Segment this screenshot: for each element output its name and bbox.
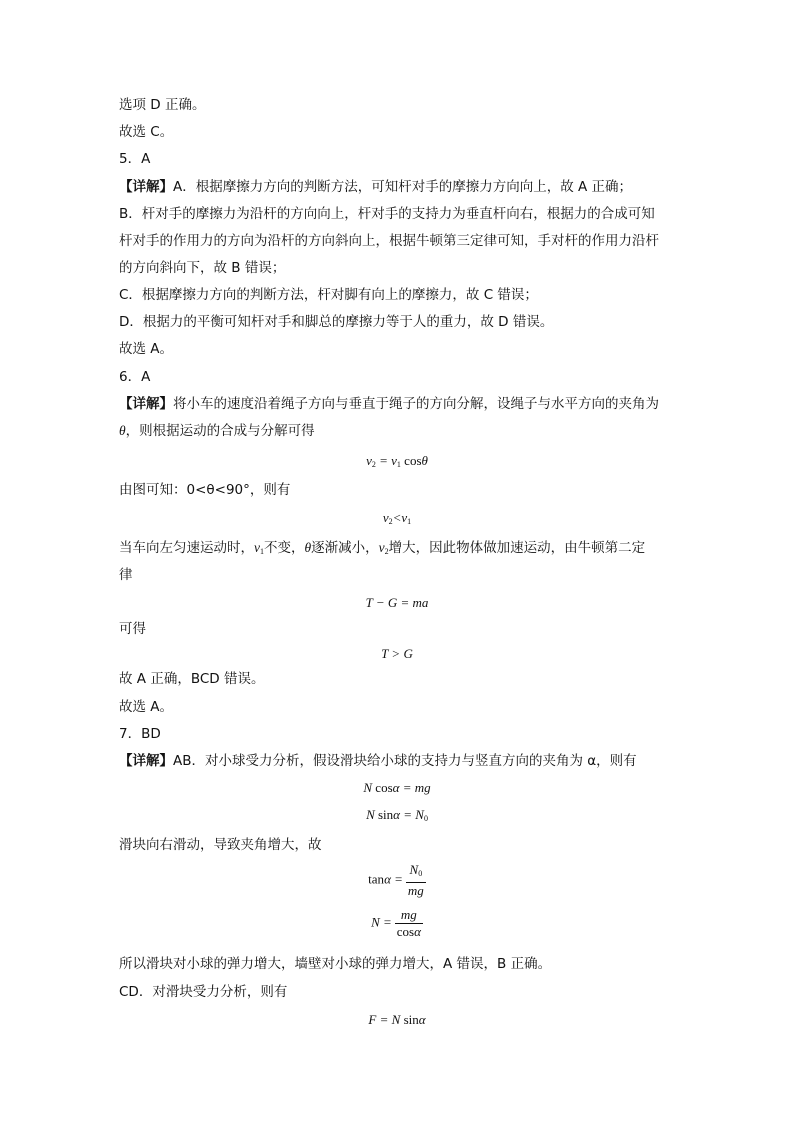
text-line: 滑块向右滑动，导致夹角增大，故 [119,837,322,853]
formula-v2-less-v1: $v_2<v_1$ [382,510,412,526]
v2-symbol: $v_2$ [378,540,389,556]
formula-n-equals: N = $\frac{mg}{\cos\alpha}$ [371,907,421,939]
text-line: 故选 C。 [119,124,174,140]
formula-f-equals: F = N sinα [368,1012,426,1027]
text-line: 所以滑块对小球的弹力增大，墙壁对小球的弹力增大，A 错误，B 正确。 [119,956,552,972]
text-line: 选项 D 正确。 [119,97,206,113]
text-span: 将小车的速度沿着绳子方向与垂直于绳子的方向分解，设绳子与水平方向的夹角为 [173,396,659,412]
theta-symbol: θ [304,540,312,555]
text-span: ，则根据运动的合成与分解可得 [125,423,315,439]
formula-v2-v1-cos: $v_2 = v_1$ cosθ [366,453,428,469]
formula-t-greater-g: T > G [381,646,413,661]
detail-tag: 【详解】 [119,179,173,195]
text-line: 故 A 正确，BCD 错误。 [119,671,265,687]
text-line: B．杆对手的摩擦力为沿杆的方向向上，杆对手的支持力为垂直杆向右，根据力的合成可知 [119,206,655,222]
text-span: A．根据摩擦力方向的判断方法，可知杆对手的摩擦力方向向上，故 A 正确； [173,179,633,195]
text-line: 的方向斜向下，故 B 错误； [119,260,286,276]
text-line: C．根据摩擦力方向的判断方法，杆对脚有向上的摩擦力，故 C 错误； [119,287,538,303]
question-number: 7．BD [119,726,161,742]
text-line [119,395,659,413]
question-number: 6．A [119,369,151,385]
text-line [119,752,637,770]
formula-n-cos: N cosα = mg [363,780,431,795]
text-line [119,539,645,561]
question-number: 5．A [119,151,151,167]
theta-symbol: θ [119,423,126,438]
text-line: CD．对滑块受力分析，则有 [119,984,288,1000]
formula-n-sin: N $\sin\alpha = N_0$ [366,807,428,823]
text-span: 当车向左匀速运动时， [119,540,254,556]
v1-symbol: $v_1$ [254,540,264,556]
formula-newton-second-law: T − G = ma [365,595,429,610]
text-line [119,422,315,440]
text-span: 逐渐减小， [311,540,379,556]
text-line: 杆对手的作用力的方向为沿杆的方向斜向上，根据牛顿第三定律可知，手对杆的作用力沿杆 [119,233,659,249]
text-line: 故选 A。 [119,341,174,357]
text-line: 故选 A。 [119,699,174,715]
text-span: 不变， [264,540,305,556]
detail-tag: 【详解】 [119,753,173,769]
text-line: D．根据力的平衡可知杆对手和脚总的摩擦力等于人的重力，故 D 错误。 [119,314,554,330]
text-line: 由图可知：0<θ<90°，则有 [119,482,291,498]
text-line [119,178,632,196]
text-span: AB．对小球受力分析，假设滑块给小球的支持力与竖直方向的夹角为 α，则有 [173,753,637,769]
text-line: 律 [119,567,133,583]
text-line: 可得 [119,621,146,637]
formula-tan: tanα = $\frac{N_0}{mg}$ [368,862,424,898]
detail-tag: 【详解】 [119,396,173,412]
text-span: 增大，因此物体做加速运动，由牛顿第二定 [388,540,646,556]
